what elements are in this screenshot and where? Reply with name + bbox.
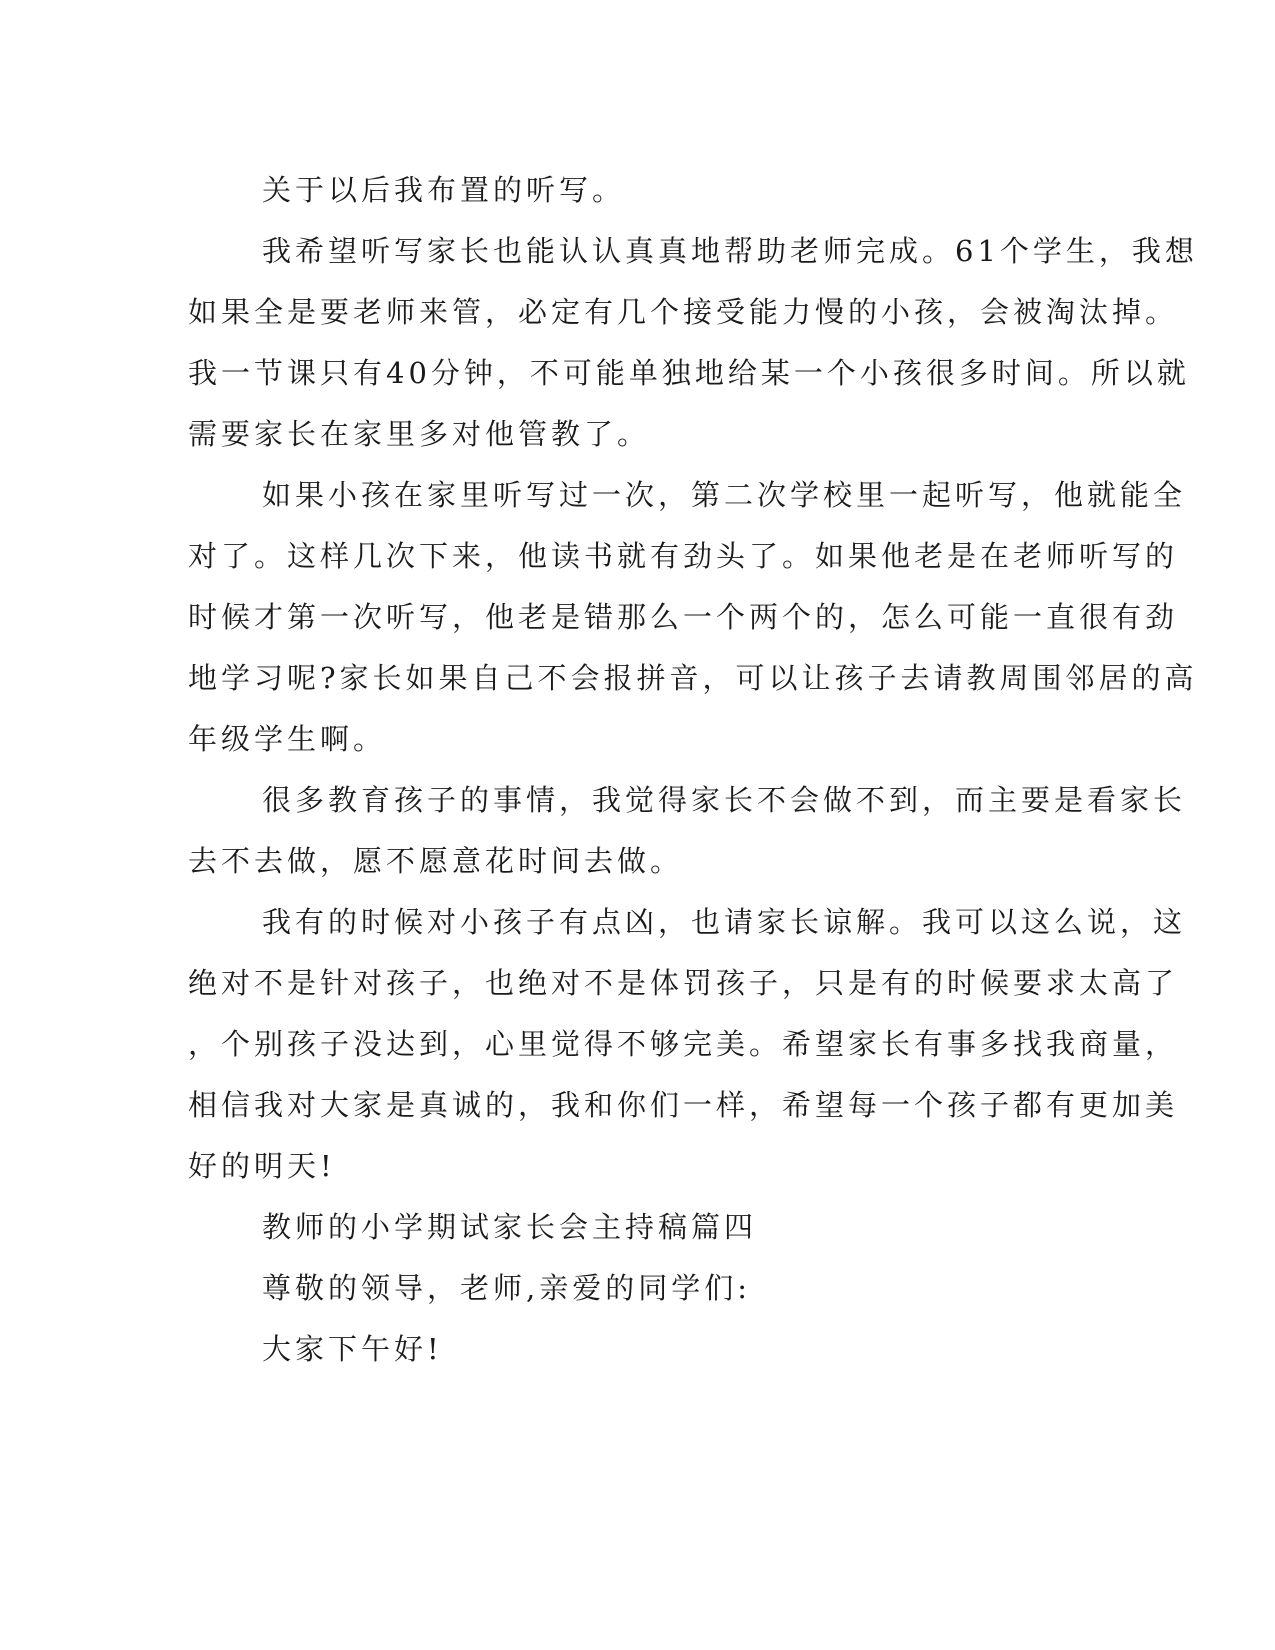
paragraph-line: 如果全是要老师来管，必定有几个接受能力慢的小孩，会被淘汰掉。	[188, 295, 1179, 329]
paragraph-5	[188, 892, 1187, 1197]
paragraph-line: ，个别孩子没达到，心里觉得不够完美。希望家长有事多找我商量，	[188, 1027, 1179, 1061]
paragraph-line: 我希望听写家长也能认认真真地帮助老师完成。61个学生，我想	[262, 234, 1198, 268]
paragraph-1	[188, 160, 1068, 221]
greeting	[188, 1319, 1068, 1380]
paragraph-2	[188, 221, 1198, 465]
paragraph-line: 绝对不是针对孩子，也绝对不是体罚孩子，只是有的时候要求太高了	[188, 966, 1179, 1000]
paragraph-line: 我一节课只有40分钟，不可能单独地给某一个小孩很多时间。所以就	[188, 356, 1190, 390]
paragraph-line: 去不去做，愿不愿意花时间去做。	[188, 844, 684, 878]
paragraph-line: 好的明天!	[188, 1149, 336, 1183]
section-heading	[188, 1197, 1068, 1258]
paragraph-line: 如果小孩在家里听写过一次，第二次学校里一起听写，他就能全	[262, 478, 1187, 512]
paragraph-line: 我有的时候对小孩子有点凶，也请家长谅解。我可以这么说，这	[262, 905, 1187, 939]
paragraph-line: 时候才第一次听写，他老是错那么一个两个的，怎么可能一直很有劲	[188, 600, 1179, 634]
paragraph-line: 需要家长在家里多对他管教了。	[188, 417, 651, 451]
section-heading-text: 教师的小学期试家长会主持稿篇四	[262, 1210, 758, 1244]
salutation	[188, 1258, 1068, 1319]
document-body	[188, 160, 1198, 1380]
paragraph-4	[188, 770, 1187, 892]
salutation-text: 尊敬的领导，老师,亲爱的同学们:	[262, 1271, 751, 1305]
paragraph-line: 地学习呢?家长如果自己不会报拼音，可以让孩子去请教周围邻居的高	[188, 661, 1198, 695]
paragraph-line: 很多教育孩子的事情，我觉得家长不会做不到，而主要是看家长	[262, 783, 1187, 817]
paragraph-line: 相信我对大家是真诚的，我和你们一样，希望每一个孩子都有更加美	[188, 1088, 1179, 1122]
paragraph-3	[188, 465, 1198, 770]
paragraph-line: 关于以后我布置的听写。	[262, 173, 626, 207]
paragraph-line: 对了。这样几次下来，他读书就有劲头了。如果他老是在老师听写的	[188, 539, 1179, 573]
greeting-text: 大家下午好!	[262, 1332, 443, 1366]
paragraph-line: 年级学生啊。	[188, 722, 387, 756]
